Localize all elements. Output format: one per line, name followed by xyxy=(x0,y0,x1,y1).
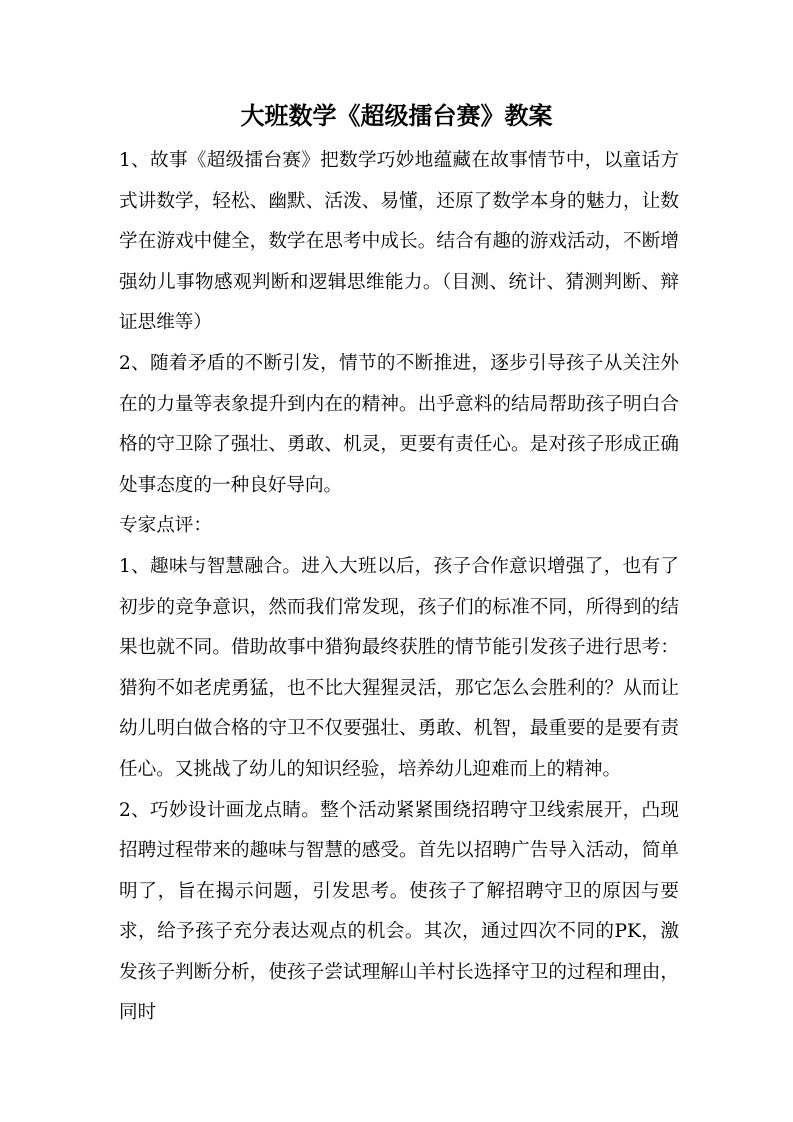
expert-review-heading: 专家点评： xyxy=(119,515,212,537)
paragraph-fun-and-wisdom: 1、趣味与智慧融合。进入大班以后，孩子合作意识增强了，也有了初步的竞争意识，然而我们常发现，孩子们的标准不同，所得到的结果也就不同。借助故事中猎狗最终获胜的情节能引发孩子进行思考：猎狗不如老虎勇猛，也不比大猩猩灵活，那它怎么会胜利的？从而让幼儿明白做合格的守卫不仅要强壮、勇敢、机智，最重要的是要有责任心。又挑战了幼儿的知识经验，培养幼儿迎难而上的精神。 xyxy=(119,555,679,780)
document-title: 大班数学《超级擂台赛》教案 xyxy=(240,101,553,130)
paragraph-story-intro: 1、故事《超级擂台赛》把数学巧妙地蕴藏在故事情节中，以童话方式讲数学，轻松、幽默、活泼、易懂，还原了数学本身的魅力，让数学在游戏中健全，数学在思考中成长。结合有趣的游戏活动，不断增强幼儿事物感观判断和逻辑思维能力。（目测、统计、猜测判断、辩证思维等） xyxy=(119,150,679,334)
paragraph-clever-design: 2、巧妙设计画龙点睛。整个活动紧紧围绕招聘守卫线索展开，凸现招聘过程带来的趣味与智慧的感受。首先以招聘广告导入活动，简单明了，旨在揭示问题，引发思考。使孩子了解招聘守卫的原因与要求，给予孩子充分表达观点的机会。其次，通过四次不同的PK，激发孩子判断分析，使孩子尝试理解山羊村长选择守卫的过程和理由，同时 xyxy=(119,799,679,1024)
paragraph-plot-progression: 2、随着矛盾的不断引发，情节的不断推进，逐步引导孩子从关注外在的力量等表象提升到内在的精神。出乎意料的结局帮助孩子明白合格的守卫除了强壮、勇敢、机灵，更要有责任心。是对孩子形成正确处事态度的一种良好导向。 xyxy=(119,352,679,496)
document-body xyxy=(119,141,679,1034)
